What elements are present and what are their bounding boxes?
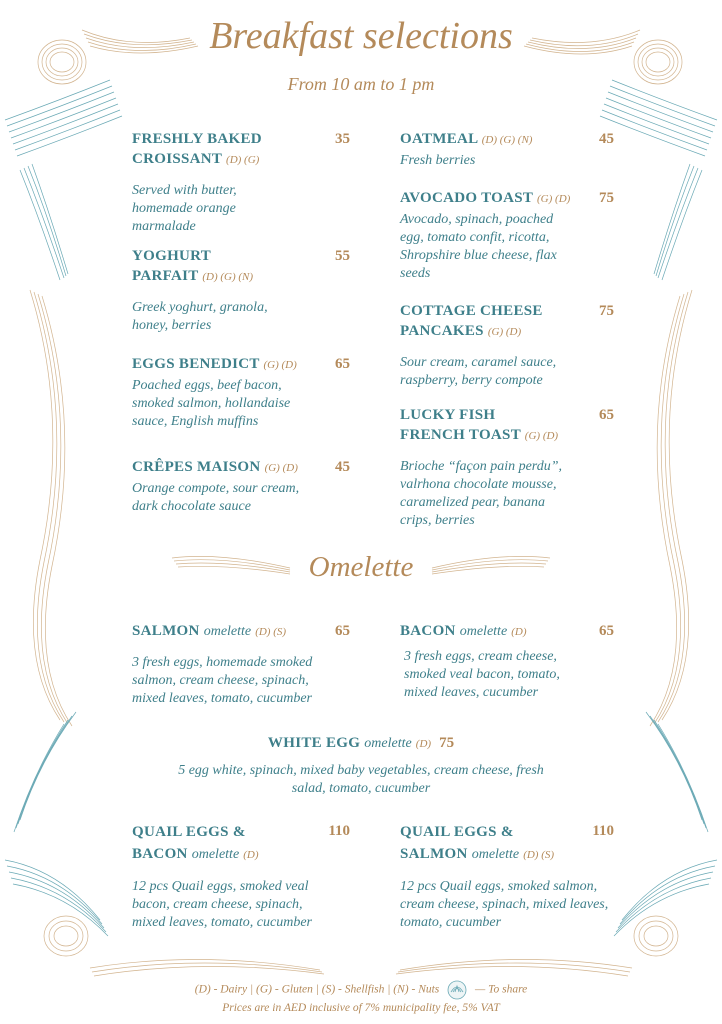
item-description: Orange compote, sour cream, dark chocolate sauce [132,481,300,514]
allergen-tags: (D) [511,626,527,638]
item-description: 3 fresh eggs, homemade smoked salmon, cream cheese, spinach, mixed leaves, tomato, cucumber [132,655,313,706]
allergen-tags: (D) [243,849,259,861]
item-price: 75 [439,735,455,751]
menu-item-croissant [132,129,350,236]
item-description: 12 pcs Quail eggs, smoked veal bacon, cream cheese, spinach, mixed leaves, tomato, cucumber [132,879,312,930]
item-name: CRÊPES MAISON (G) (D) [132,459,298,475]
item-type: omelette [471,847,520,862]
item-price: 110 [592,823,614,839]
bottom-left-shell [44,916,88,956]
menu-item-salmon-omelette [132,621,350,708]
item-price: 35 [335,131,350,147]
item-name: QUAIL EGGS & BACON omelette (D) [132,824,259,862]
menu-item-white-egg-omelette [160,733,562,798]
item-price: 65 [599,407,614,423]
bottom-right-teal-wave [614,860,717,936]
item-name: BACON omelette (D) [400,623,527,639]
allergen-tags: (G) (D) [264,462,298,474]
allergen-legend-text: (D) - Dairy | (G) - Gluten | (S) - Shellfish | (N) - Nuts [194,983,440,996]
right-lower-teal-wave [646,712,708,832]
item-description: 12 pcs Quail eggs, smoked salmon, cream cheese, spinach, mixed leaves, tomato, cucumber [400,879,609,930]
item-price: 65 [335,623,350,639]
item-price: 110 [328,823,350,839]
item-description: Served with butter, homemade orange marmalade [132,183,237,234]
allergen-tags: (G) (D) [524,430,559,442]
item-name: WHITE EGG omelette (D) [267,735,432,751]
item-name: QUAIL EGGS & SALMON omelette (D) (S) [400,824,555,862]
allergen-tags: (G) (D) [487,326,522,338]
right-teal-leaf [654,164,702,280]
item-description: Fresh berries [400,153,476,168]
right-gold-vine [650,290,692,726]
item-price: 75 [599,303,614,319]
item-price: 75 [599,190,614,206]
section-title-omelette: Omelette [308,551,414,583]
item-name: LUCKY FISH FRENCH TOAST (G) (D) [400,407,559,443]
item-name: SALMON omelette (D) (S) [132,623,287,639]
item-description: 5 egg white, spinach, mixed baby vegetables, cream cheese, fresh salad, tomato, cucumber [178,763,544,796]
share-legend-text: — To share [475,983,528,996]
menu-item-oatmeal [400,129,614,170]
allergen-tags: (D) [415,738,432,750]
item-description: Brioche “façon pain perdu”, valrhona chocolate mousse, caramelized pear, banana crips, berries [400,459,563,528]
item-description: 3 fresh eggs, cream cheese, smoked veal bacon, tomato, mixed leaves, cucumber [404,649,560,700]
allergen-tags: (D) (G) (N) [481,134,533,146]
item-type: omelette [459,624,508,639]
item-price: 45 [599,131,614,147]
allergen-tags: (G) (D) [263,359,297,371]
item-name: COTTAGE CHEESE PANCAKES (G) (D) [400,303,543,339]
menu-item-cottage-cheese-pancakes [400,301,614,390]
allergen-tags: (D) (G) (N) [202,271,254,283]
menu-item-eggs-benedict [132,354,350,431]
allergen-tags: (D) (G) [226,154,260,166]
menu-item-quail-eggs-salmon [400,821,614,932]
allergen-tags: (D) (S) [523,849,555,861]
left-teal-leaf [20,164,68,280]
item-type: omelette [203,624,252,639]
menu-item-bacon-omelette [400,621,614,702]
bottom-gold-flourish [90,959,632,976]
item-price: 45 [335,459,350,475]
item-name: OATMEAL (D) (G) (N) [400,131,533,147]
bottom-left-teal-wave [5,860,108,936]
item-name: EGGS BENEDICT (G) (D) [132,356,297,372]
menu-item-avocado-toast [400,188,614,283]
serving-hours: From 10 am to 1 pm [287,74,435,94]
item-description: Greek yoghurt, granola, honey, berries [132,300,268,333]
menu-item-lucky-fish-french-toast [400,405,614,530]
left-gold-vine [30,290,72,726]
item-description: Avocado, spinach, poached egg, tomato confit, ricotta, Shropshire blue cheese, flax seeds [400,212,557,281]
left-lower-teal-wave [14,712,76,832]
item-description: Poached eggs, beef bacon, smoked salmon, hollandaise sauce, English muffins [132,378,291,429]
page-title: Breakfast selections [209,15,513,57]
item-price: 65 [335,356,350,372]
item-type: omelette [191,847,240,862]
item-price: 55 [335,248,350,264]
menu-item-quail-eggs-bacon [132,821,350,932]
shell-icon [445,980,469,1000]
item-name: FRESHLY BAKED CROISSANT (D) (G) [132,131,262,167]
item-name: YOGHURT PARFAIT (D) (G) (N) [132,248,254,284]
allergen-tags: (D) (S) [255,626,287,638]
menu-item-crepes-maison [132,457,350,516]
price-note: Prices are in AED inclusive of 7% municipality fee, 5% VAT [222,1002,500,1014]
allergen-legend [0,980,722,1000]
item-type: omelette [364,736,412,751]
menu-item-yoghurt-parfait [132,246,350,335]
allergen-tags: (G) (D) [537,193,571,205]
item-description: Sour cream, caramel sauce, raspberry, berry compote [400,355,557,388]
bottom-right-shell [634,916,678,956]
item-price: 65 [599,623,614,639]
item-name: AVOCADO TOAST (G) (D) [400,190,571,206]
